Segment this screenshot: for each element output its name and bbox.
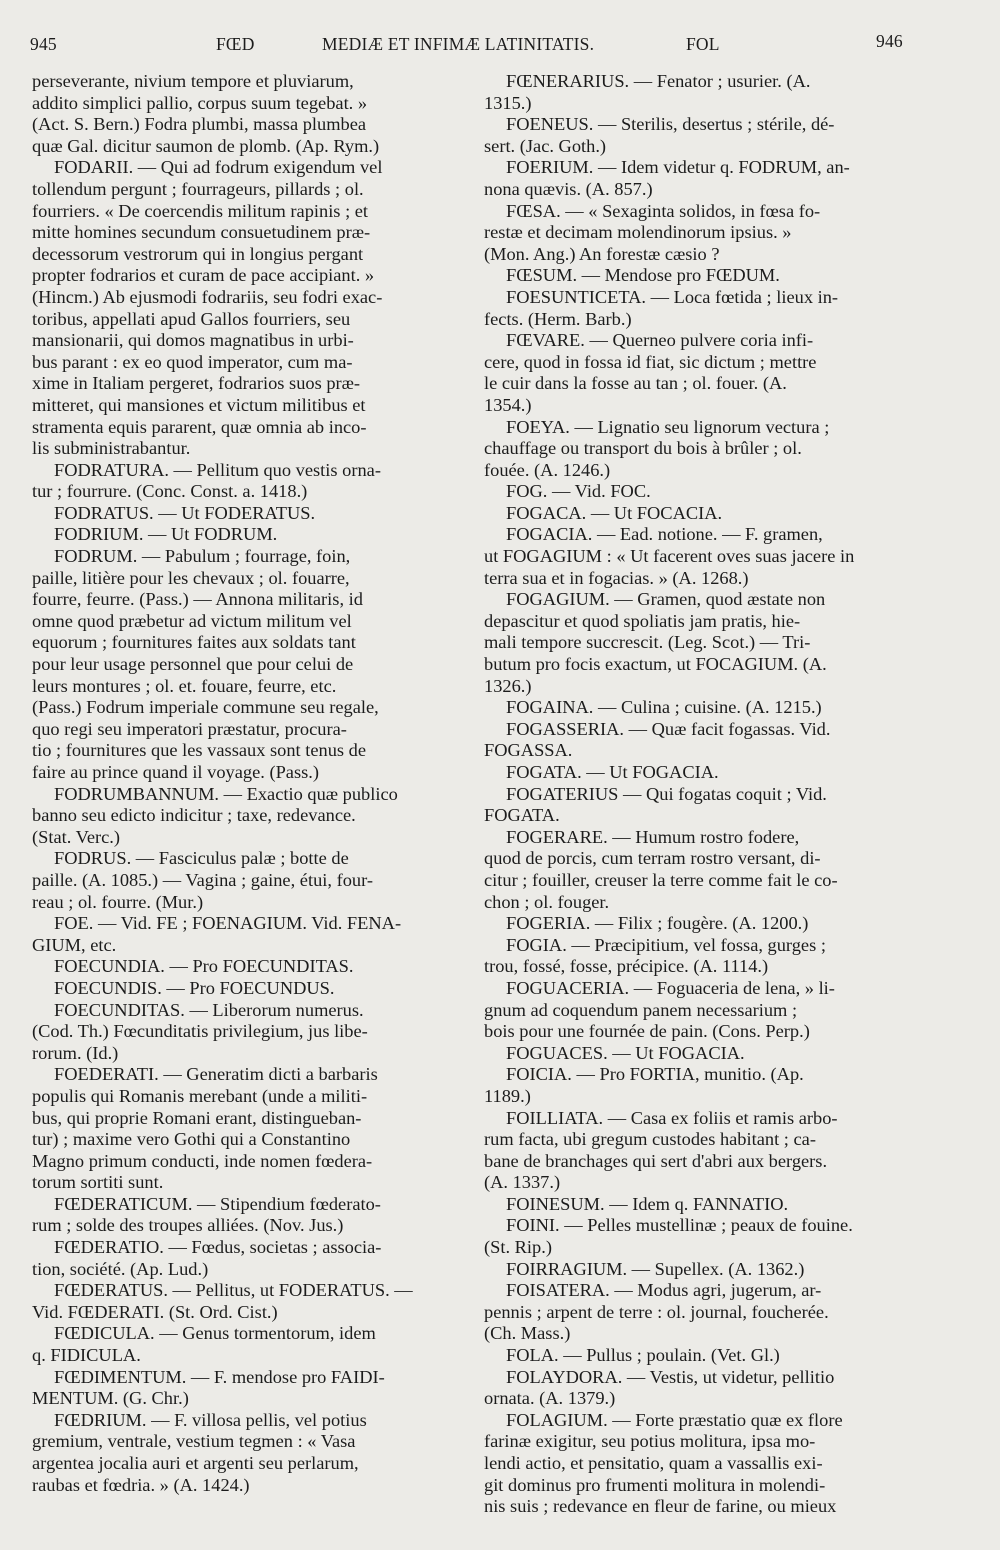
text-line: argentea jocalia auri et argenti seu perlarum, — [32, 1453, 359, 1473]
text-line: FOEYA. — Lignatio seu lignorum vectura ; — [506, 416, 830, 437]
text-line: fourre, feurre. (Pass.) — Annona militaris, id — [32, 589, 363, 610]
text-line: Vid. FŒDERATI. (St. Ord. Cist.) — [32, 1301, 278, 1322]
text-line: 1315.) — [484, 92, 532, 113]
text-line: (Act. S. Bern.) Fodra plumbi, massa plumbea — [32, 114, 367, 135]
running-header — [30, 31, 908, 62]
text-line: FŒDERATICUM. — Stipendium fœderato- — [54, 1193, 381, 1214]
text-line: tur) ; maxime vero Gothi qui a Constantino — [32, 1129, 351, 1150]
text-line: FODRUMBANNUM. — Exactio quæ publico — [54, 783, 398, 804]
text-line: nis suis ; redevance en fleur de farine, ou mieux — [484, 1496, 837, 1517]
text-line: FOIRRAGIUM. — Supellex. (A. 1362.) — [506, 1258, 805, 1279]
text-line: FOLAYDORA. — Vestis, ut videtur, pellitio — [506, 1366, 835, 1387]
text-line: paille, litière pour les chevaux ; ol. fouarre, — [32, 567, 350, 588]
text-line: FOE. — Vid. FE ; FOENAGIUM. Vid. FENA- — [54, 913, 402, 934]
text-line: FŒSA. — « Sexaginta solidos, in fœsa fo- — [506, 200, 821, 221]
text-line: (Mon. Ang.) An forestæ cæsio ? — [484, 243, 720, 264]
text-line: FOGASSERIA. — Quæ facit fogassas. Vid. — [506, 718, 831, 739]
text-line: leurs montures ; ol. et. fouare, feurre, etc. — [32, 675, 337, 696]
text-line: depascitur et quod spoliatis jam pratis, hie- — [484, 610, 801, 631]
text-line: FOGAGIUM. — Gramen, quod æstate non — [506, 589, 826, 610]
text-line: FŒVARE. — Querneo pulvere coria infi- — [506, 330, 814, 351]
text-line: fects. (Herm. Barb.) — [484, 308, 632, 329]
text-line: (Cod. Th.) Fœcunditatis privilegium, jus libe- — [32, 1021, 368, 1042]
text-line: FOGAINA. — Culina ; cuisine. (A. 1215.) — [506, 697, 822, 718]
text-line: (Hincm.) Ab ejusmodi fodrariis, seu fodri exac- — [32, 286, 383, 307]
text-line: FOGACIA. — Ead. notione. — F. gramen, — [506, 524, 823, 545]
text-line: rum ; solde des troupes alliées. (Nov. Jus.) — [32, 1215, 344, 1236]
text-line: xime in Italiam pergeret, fodrarios suos præ- — [32, 373, 361, 394]
text-line: pour leur usage personnel que pour celui de — [32, 654, 354, 675]
text-line: FOGUACERIA. — Foguaceria de lena, » li- — [506, 977, 835, 998]
page-number-left: 945 — [30, 34, 57, 54]
text-line: (A. 1337.) — [484, 1172, 561, 1193]
text-line: propter fodrarios et curam de pace accipiant. » — [32, 265, 375, 286]
text-line: FOECUNDIS. — Pro FOECUNDUS. — [54, 977, 335, 998]
text-line: quod de porcis, cum terram rostro versant, di- — [484, 848, 821, 869]
text-line: FŒNERARIUS. — Fenator ; usurier. (A. — [506, 71, 811, 91]
text-line: trou, fossé, fosse, précipice. (A. 1114.) — [484, 956, 769, 977]
text-line: bus parant : ex eo quod imperator, cum ma- — [32, 351, 353, 372]
text-line: mali tempore succrescit. (Leg. Scot.) — Tri- — [484, 632, 811, 653]
text-line: decessorum vestrorum qui in longius pergant — [32, 243, 364, 264]
text-line: raubas et fœdria. » (A. 1424.) — [32, 1474, 250, 1495]
text-line: FOG. — Vid. FOC. — [506, 481, 651, 502]
text-line: gremium, ventrale, vestium tegmen : « Vasa — [32, 1431, 356, 1452]
text-line: FOECUNDIA. — Pro FOECUNDITAS. — [54, 956, 354, 977]
text-line: pennis ; arpent de terre : ol. journal, foucherée. — [484, 1301, 829, 1322]
text-line: faire au prince quand il voyage. (Pass.) — [32, 762, 319, 782]
text-line: FOGIA. — Præcipitium, vel fossa, gurges ; — [506, 934, 826, 955]
page-number-right: 946 — [876, 31, 903, 51]
text-line: Magno primum conducti, inde nomen fœdera- — [32, 1150, 373, 1171]
text-line: banno seu edicto indicitur ; taxe, redevance. — [32, 805, 356, 826]
text-line: reau ; ol. fourre. (Mur.) — [32, 891, 204, 912]
text-line: ut FOGAGIUM : « Ut facerent oves suas jacere in — [484, 546, 855, 567]
text-line: farinæ exigitur, seu potius molitura, ipsa mo- — [484, 1431, 816, 1452]
text-line: FOGUACES. — Ut FOGACIA. — [506, 1042, 745, 1063]
text-line: FŒDRIUM. — F. villosa pellis, vel potius — [54, 1409, 367, 1430]
running-headword-right: FOL — [686, 34, 720, 54]
text-line: FOEDERATI. — Generatim dicti a barbaris — [54, 1064, 378, 1085]
text-line: FOINESUM. — Idem q. FANNATIO. — [506, 1193, 789, 1214]
text-line: (Pass.) Fodrum imperiale commune seu regale, — [32, 697, 379, 718]
text-line: perseverante, nivium tempore et pluviarum, — [32, 71, 354, 91]
left-column — [32, 71, 460, 1541]
text-line: torum sortiti sunt. — [32, 1172, 164, 1193]
running-title: MEDIÆ ET INFIMÆ LATINITATIS. — [322, 34, 595, 54]
text-line: MENTUM. (G. Chr.) — [32, 1388, 189, 1409]
text-line: GIUM, etc. — [32, 934, 117, 955]
text-line: gnum ad coquendum panem necessarium ; — [484, 999, 798, 1020]
text-line: terra sua et in fogacias. » (A. 1268.) — [484, 567, 749, 588]
text-line: ornata. (A. 1379.) — [484, 1388, 616, 1409]
text-line: FOISATERA. — Modus agri, jugerum, ar- — [506, 1280, 822, 1301]
text-line: FODRUS. — Fasciculus palæ ; botte de — [54, 848, 349, 869]
text-line: lendi actio, et pensitatio, quam a vassallis exi- — [484, 1453, 823, 1473]
text-line: fouée. (A. 1246.) — [484, 459, 611, 480]
text-line: butum pro focis exactum, ut FOCAGIUM. (A. — [484, 654, 827, 675]
text-line: stramenta equis pararent, quæ omnia ab inco- — [32, 416, 367, 437]
text-line: FOICIA. — Pro FORTIA, munitio. (Ap. — [506, 1064, 804, 1085]
text-line: FOECUNDITAS. — Liberorum numerus. — [54, 999, 364, 1020]
text-line: fourriers. « De coercendis militum rapinis ; et — [32, 200, 369, 221]
text-line: 1326.) — [484, 675, 532, 696]
text-line: tollendum pergunt ; fourrageurs, pillards ; ol. — [32, 178, 364, 199]
text-line: bois pour une fournée de pain. (Cons. Perp.) — [484, 1021, 810, 1042]
text-line: citur ; fouiller, creuser la terre comme fait le co- — [484, 869, 838, 890]
text-line: sert. (Jac. Goth.) — [484, 135, 607, 156]
text-line: FOGERIA. — Filix ; fougère. (A. 1200.) — [506, 913, 809, 934]
text-line: FOGATERIUS — Qui fogatas coquit ; Vid. — [506, 783, 827, 804]
text-line: rum facta, ubi gregum custodes habitant ; ca- — [484, 1129, 816, 1150]
text-line: le cuir dans la fosse au tan ; ol. fouer. (A. — [484, 373, 787, 394]
text-line: FŒDIMENTUM. — F. mendose pro FAIDI- — [54, 1366, 385, 1387]
text-line: FOINI. — Pelles mustellinæ ; peaux de fouine. — [506, 1215, 853, 1236]
text-line: chauffage ou transport du bois à brûler ; ol. — [484, 438, 802, 459]
text-line: quæ Gal. dicitur saumon de plomb. (Ap. Rym.) — [32, 135, 380, 156]
text-line: 1189.) — [484, 1085, 531, 1106]
text-line: FODRUM. — Pabulum ; fourrage, foin, — [54, 546, 351, 567]
text-line: bane de branchages qui sert d'abri aux bergers. — [484, 1150, 828, 1171]
right-column — [484, 71, 912, 1541]
text-line: cere, quod in fossa id fiat, sic dictum ; mettre — [484, 351, 817, 372]
text-line: addito simplici pallio, corpus suum tegebat. » — [32, 92, 368, 113]
text-line: FŒDERATUS. — Pellitus, ut FODERATUS. — — [54, 1280, 413, 1301]
text-line: quo regi seu imperatori præstatur, procura- — [32, 718, 347, 739]
text-line: FŒSUM. — Mendose pro FŒDUM. — [506, 265, 780, 286]
text-line: bus, qui proprie Romani erant, distingueban- — [32, 1107, 362, 1128]
text-line: FOGATA. — [484, 805, 560, 826]
text-line: equorum ; fournitures faites aux soldats tant — [32, 632, 356, 653]
running-headword-left: FŒD — [216, 34, 255, 54]
text-line: FOENEUS. — Sterilis, desertus ; stérile, dé- — [506, 114, 835, 135]
text-line: rorum. (Id.) — [32, 1042, 119, 1063]
text-line: FOLA. — Pullus ; poulain. (Vet. Gl.) — [506, 1345, 780, 1366]
text-line: FODRIUM. — Ut FODRUM. — [54, 524, 278, 545]
text-line: omne quod præbetur ad victum militum vel — [32, 610, 352, 631]
text-line: FOGASSA. — [484, 740, 573, 761]
text-line: q. FIDICULA. — [32, 1345, 141, 1366]
text-line: (Stat. Verc.) — [32, 826, 121, 847]
text-line: FODARII. — Qui ad fodrum exigendum vel — [54, 157, 383, 178]
text-line: FOGACA. — Ut FOCACIA. — [506, 502, 723, 523]
text-line: mansionarii, qui domos magnatibus in urbi- — [32, 330, 354, 351]
text-line: tio ; fournitures que les vassaux sont tenus de — [32, 740, 367, 761]
text-line: chon ; ol. fouger. — [484, 891, 610, 912]
text-line: toribus, appellati apud Gallos fourriers, seu — [32, 308, 351, 329]
text-line: git dominus pro frumenti molitura in molendi- — [484, 1474, 826, 1495]
text-line: restæ et decimam molendinorum ipsius. » — [484, 222, 792, 243]
text-line: (Ch. Mass.) — [484, 1323, 571, 1344]
text-line: FOLAGIUM. — Forte præstatio quæ ex flore — [506, 1409, 843, 1430]
text-line: FODRATURA. — Pellitum quo vestis orna- — [54, 459, 381, 480]
text-line: (St. Rip.) — [484, 1237, 552, 1258]
text-line: FOERIUM. — Idem videtur q. FODRUM, an- — [506, 157, 850, 178]
text-line: mitteret, qui mansiones et victum militibus et — [32, 394, 366, 415]
text-line: FOILLIATA. — Casa ex foliis et ramis arbo- — [506, 1107, 838, 1128]
text-line: FOESUNTICETA. — Loca fœtida ; lieux in- — [506, 286, 839, 307]
text-line: FŒDERATIO. — Fœdus, societas ; associa- — [54, 1237, 382, 1258]
text-line: FOGERARE. — Humum rostro fodere, — [506, 826, 800, 847]
text-line: tion, société. (Ap. Lud.) — [32, 1258, 209, 1279]
text-line: paille. (A. 1085.) — Vagina ; gaine, étui, four- — [32, 869, 373, 890]
text-line: nona quævis. (A. 857.) — [484, 178, 653, 199]
text-line: populis qui Romanis merebant (unde a militi- — [32, 1085, 368, 1106]
text-line: lis subministrabantur. — [32, 438, 191, 459]
text-line: FODRATUS. — Ut FODERATUS. — [54, 502, 316, 523]
text-line: FOGATA. — Ut FOGACIA. — [506, 762, 719, 782]
text-line: 1354.) — [484, 394, 532, 415]
text-line: FŒDICULA. — Genus tormentorum, idem — [54, 1323, 376, 1344]
text-line: tur ; fourrure. (Conc. Const. a. 1418.) — [32, 481, 308, 502]
text-line: mitte homines secundum consuetudinem præ- — [32, 222, 371, 243]
